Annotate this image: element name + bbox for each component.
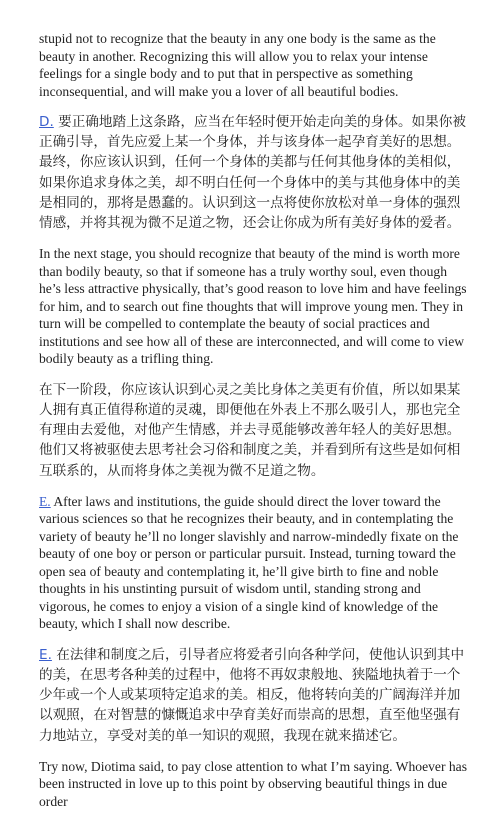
paragraph-en-e xyxy=(39,493,469,633)
paragraph-text: stupid not to recognize that the beauty in any one body is the same as the beauty in another. Recognizing this will allow you to relax your intense feelings for a single body and to put that in perspective as something inconsequential, and will make you a lover of all beautiful bodies. xyxy=(39,31,436,99)
paragraph-zh-d xyxy=(39,112,469,233)
paragraph-text: In the next stage, you should recognize that beauty of the mind is worth more than bodily beauty, so that if someone has a truly worthy soul, even though he’s less attractive physically, that’s good reason to love him and have feelings for him, and to search out fine thoughts that will improve young men. They in turn will be compelled to contemplate the beauty of social practices and institutions and see how all of these are interconnected, and will come to view bodily beauty as a trifling thing. xyxy=(39,246,467,367)
paragraph-en-1 xyxy=(39,30,469,100)
paragraph-text: 要正确地踏上这条路，应当在年轻时便开始走向美的身体。如果你被正确引导，首先应爱上某一个身体，并与该身体一起孕育美好的思想。最终，你应该认识到，任何一个身体的美都与任何其他身体的美相似，如果你追求身体之美，却不明白任何一个身体中的美与其他身体中的美是相同的，那将是愚蠢的。认识到这一点将使你放松对单一身体的强烈情感，并将其视为微不足道之物，还会让你成为所有美好身体的爱者。 xyxy=(39,114,466,232)
paragraph-en-3 xyxy=(39,758,469,811)
paragraph-text: 在法律和制度之后，引导者应将爱者引向各种学问，使他认识到其中的美，在思考各种美的过程中，他将不再奴隶般地、狭隘地执着于一个少年或一个人或某项特定追求的美。相反，他将转向美的广阔海洋并加以观照，在对智慧的慷慨追求中孕育美好而崇高的思想，直至他坚强有力地站立，享受对美的单一知识的观照，我现在就来描述它。 xyxy=(39,646,465,744)
section-marker-e-zh-link[interactable]: E. xyxy=(39,646,52,663)
section-marker-d-link[interactable]: D. xyxy=(39,114,54,130)
section-marker-e-link[interactable]: E. xyxy=(39,493,51,509)
paragraph-en-2 xyxy=(39,245,469,368)
paragraph-zh-2 xyxy=(39,380,469,481)
document-page xyxy=(39,30,469,822)
paragraph-text: After laws and institutions, the guide should direct the lover toward the various sciences so that he recognizes their beauty, and in contemplating the variety of beauty he’ll no longer slavishly and narrow-mindedly fixate on the beauty of one boy or person or particular pursuit. Instead, turning toward the open sea of beauty and contemplating it, he’ll give birth to fine and noble thoughts in his unstinting pursuit of wisdom until, standing strong and vigorous, he comes to enjoy a vision of a single kind of knowledge of the beauty, which I shall now describe. xyxy=(39,493,459,632)
paragraph-text: Try now, Diotima said, to pay close attention to what I’m saying. Whoever has been instructed in love up to this point by observing beautiful things in due order xyxy=(39,758,468,809)
paragraph-zh-e xyxy=(39,645,469,746)
paragraph-text: 在下一阶段，你应该认识到心灵之美比身体之美更有价值，所以如果某人拥有真正值得称道的灵魂，即便他在外表上不那么吸引人，那也完全有理由去爱他，对他产生情感，并去寻觅能够改善年轻人的美好思想。他们又将被驱使去思考社会习俗和制度之美，并看到所有这些是如何相互联系的，从而将身体之美视为微不足道之物。 xyxy=(39,381,461,479)
